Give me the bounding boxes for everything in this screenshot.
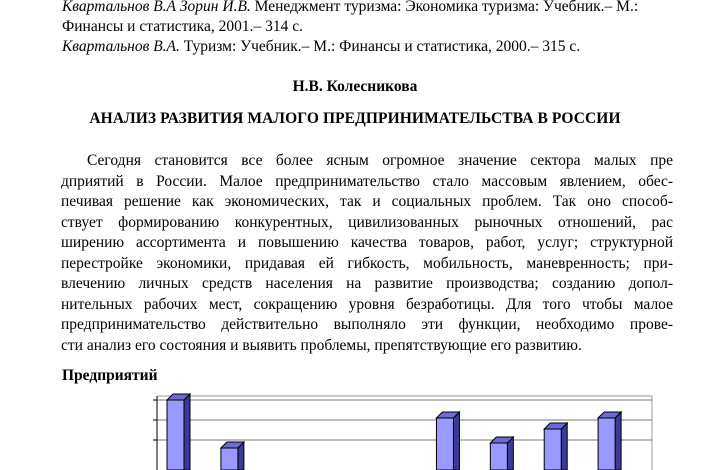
paragraph-line: влечению личных средств населения на развитие производства; созданию допол-	[61, 275, 673, 292]
chart-title: Предприятий	[62, 367, 158, 384]
paragraph-line: печивая решение как экономических, так и социальных проблем. Так оно способ-	[61, 193, 673, 210]
paragraph-line: предпринимательство действительно выполняло эти функции, необходимо прове-	[61, 316, 673, 333]
bar	[544, 429, 561, 470]
bar	[221, 448, 238, 470]
paragraph-line: сти анализ его состояния и выявить проблемы, препятствующие его развитию.	[61, 336, 582, 354]
article-author: Н.В. Колесникова	[292, 78, 418, 95]
paragraph-line: ствует формированию конкурентных, цивилизованных рыночных отношений, рас	[61, 213, 673, 231]
paragraph-line: перестройке экономики, придавая ей гибкость, мобильность, маневренность; при-	[61, 254, 673, 272]
bar-side	[615, 412, 621, 470]
reference-text: Менеджмент туризма: Экономика туризма: Учебник.– М.:	[250, 0, 639, 15]
bar-side	[561, 423, 567, 470]
bar-side	[184, 394, 190, 470]
paragraph-line: Сегодня становится все более ясным огромное значение сектора малых пре	[87, 152, 673, 169]
reference-text: Финансы и статистика, 2001.– 314 с.	[62, 18, 303, 35]
reference-authors: Квартальнов В.А Зорин И.В.	[62, 0, 251, 15]
bar	[436, 418, 453, 470]
bar-side	[453, 412, 459, 470]
paragraph-line: нительных рабочих мест, сокращению уровня безработицы. Для того чтобы малое	[61, 295, 673, 313]
reference-text: Туризм: Учебник.– М.: Финансы и статистика, 2000.– 315 с.	[179, 38, 581, 55]
bar	[167, 400, 184, 470]
bar	[598, 418, 615, 470]
reference-authors: Квартальнов В.А.	[62, 38, 180, 55]
paragraph-line: дприятий в России. Малое предпринимательство стало массовым явлением, обес-	[61, 172, 673, 190]
paragraph-line: ширению ассортимента и повышению качества товаров, работ, услуг; структурной	[61, 234, 673, 251]
article-title: АНАЛИЗ РАЗВИТИЯ МАЛОГО ПРЕДПРИНИМАТЕЛЬСТВА В РОССИИ	[89, 110, 621, 127]
bar	[490, 443, 507, 470]
